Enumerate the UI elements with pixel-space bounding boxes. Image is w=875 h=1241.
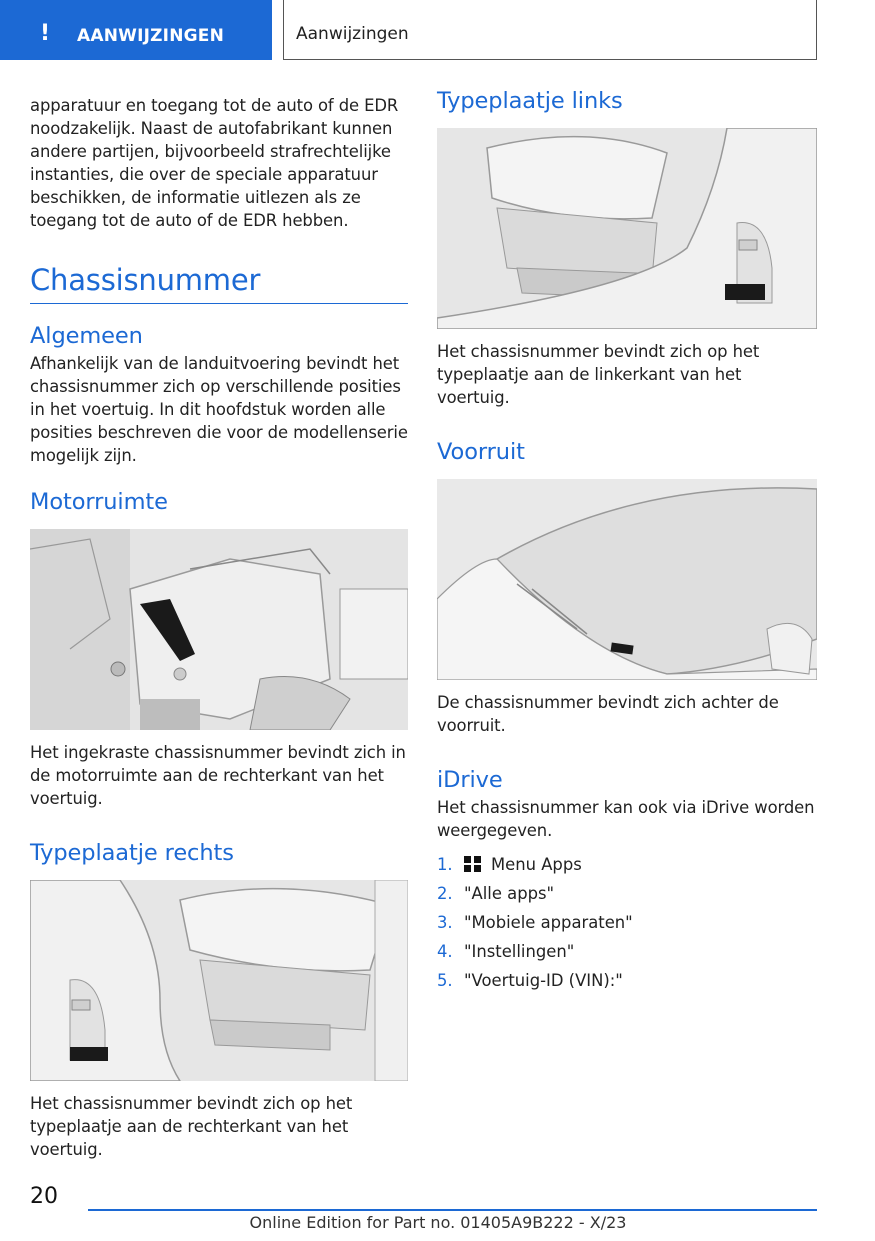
typeplaatje-links-caption: Het chassisnummer bevindt zich op het typeplaatje aan de linkerkant van het voertuig.: [437, 342, 760, 407]
step-1-label: Menu Apps: [491, 855, 582, 874]
section-header-title: Aanwijzingen: [296, 24, 409, 44]
right-column: [437, 88, 817, 995]
motorruimte-caption: Het ingekraste chassisnummer bevindt zich in de motorruimte aan de rechterkant van het voertuig.: [30, 743, 406, 808]
step-text: "Voertuig-ID (VIN):": [464, 971, 623, 990]
type-plate-right-image: [30, 880, 408, 1081]
footer-divider: [88, 1209, 817, 1211]
heading-voorruit: Voorruit: [437, 439, 525, 465]
step-2: [437, 879, 817, 908]
type-plate-right-illustration: [30, 880, 408, 1081]
chapter-tab[interactable]: [0, 0, 272, 60]
idrive-text: Het chassisnummer kan ook via iDrive worden weergegeven.: [437, 798, 815, 840]
step-number: 3.: [437, 913, 453, 932]
typeplaatje-rechts-caption: Het chassisnummer bevindt zich op het typeplaatje aan de rechterkant van het voertuig.: [30, 1094, 353, 1159]
warning-exclamation-icon: !: [40, 21, 51, 46]
idrive-steps: [437, 850, 817, 995]
intro-paragraph: apparatuur en toegang tot de auto of de EDR noodzakelijk. Naast de autofabrikant kunnen andere partijen, bijvoorbeeld strafrechtelijke instanties, die over de speciale apparatuur beschikken, de informatie uitlezen als ze toegang tot de auto of de EDR hebben.: [30, 96, 399, 230]
engine-bay-image: [30, 529, 408, 730]
section-header: [283, 0, 817, 60]
algemeen-text: Afhankelijk van de landuitvoering bevindt het chassisnummer zich op verschillende posities in het voertuig. In dit hoofdstuk worden alle posities beschreven die voor de modellenserie mogelijk zijn.: [30, 354, 408, 465]
step-text: "Instellingen": [464, 942, 575, 961]
heading-idrive: iDrive: [437, 767, 503, 793]
step-number: 1.: [437, 855, 453, 874]
step-3: [437, 908, 817, 937]
windshield-illustration: [437, 479, 817, 680]
step-number: 4.: [437, 942, 453, 961]
page-number: 20: [30, 1184, 58, 1209]
footer-edition: Online Edition for Part no. 01405A9B222 - X/23: [249, 1213, 627, 1232]
step-number: 2.: [437, 884, 453, 903]
voorruit-caption: De chassisnummer bevindt zich achter de voorruit.: [437, 693, 779, 735]
type-plate-left-illustration: [437, 128, 817, 329]
step-1: [437, 850, 817, 879]
left-column: [30, 92, 408, 1161]
chapter-title: Chassisnummer: [30, 263, 408, 304]
heading-typeplaatje-links: Typeplaatje links: [437, 88, 623, 114]
chapter-tab-label: AANWIJZINGEN: [77, 26, 225, 46]
heading-typeplaatje-rechts: Typeplaatje rechts: [30, 840, 234, 866]
engine-bay-illustration: [30, 529, 408, 730]
heading-algemeen: Algemeen: [30, 323, 143, 349]
heading-motorruimte: Motorruimte: [30, 489, 168, 515]
type-plate-left-image: [437, 128, 817, 329]
step-text: "Alle apps": [464, 884, 555, 903]
step-4: [437, 937, 817, 966]
step-text: "Mobiele apparaten": [464, 913, 633, 932]
windshield-image: [437, 479, 817, 680]
apps-grid-icon: [464, 856, 482, 872]
step-text: [464, 850, 582, 879]
step-5: [437, 966, 817, 995]
step-number: 5.: [437, 971, 453, 990]
